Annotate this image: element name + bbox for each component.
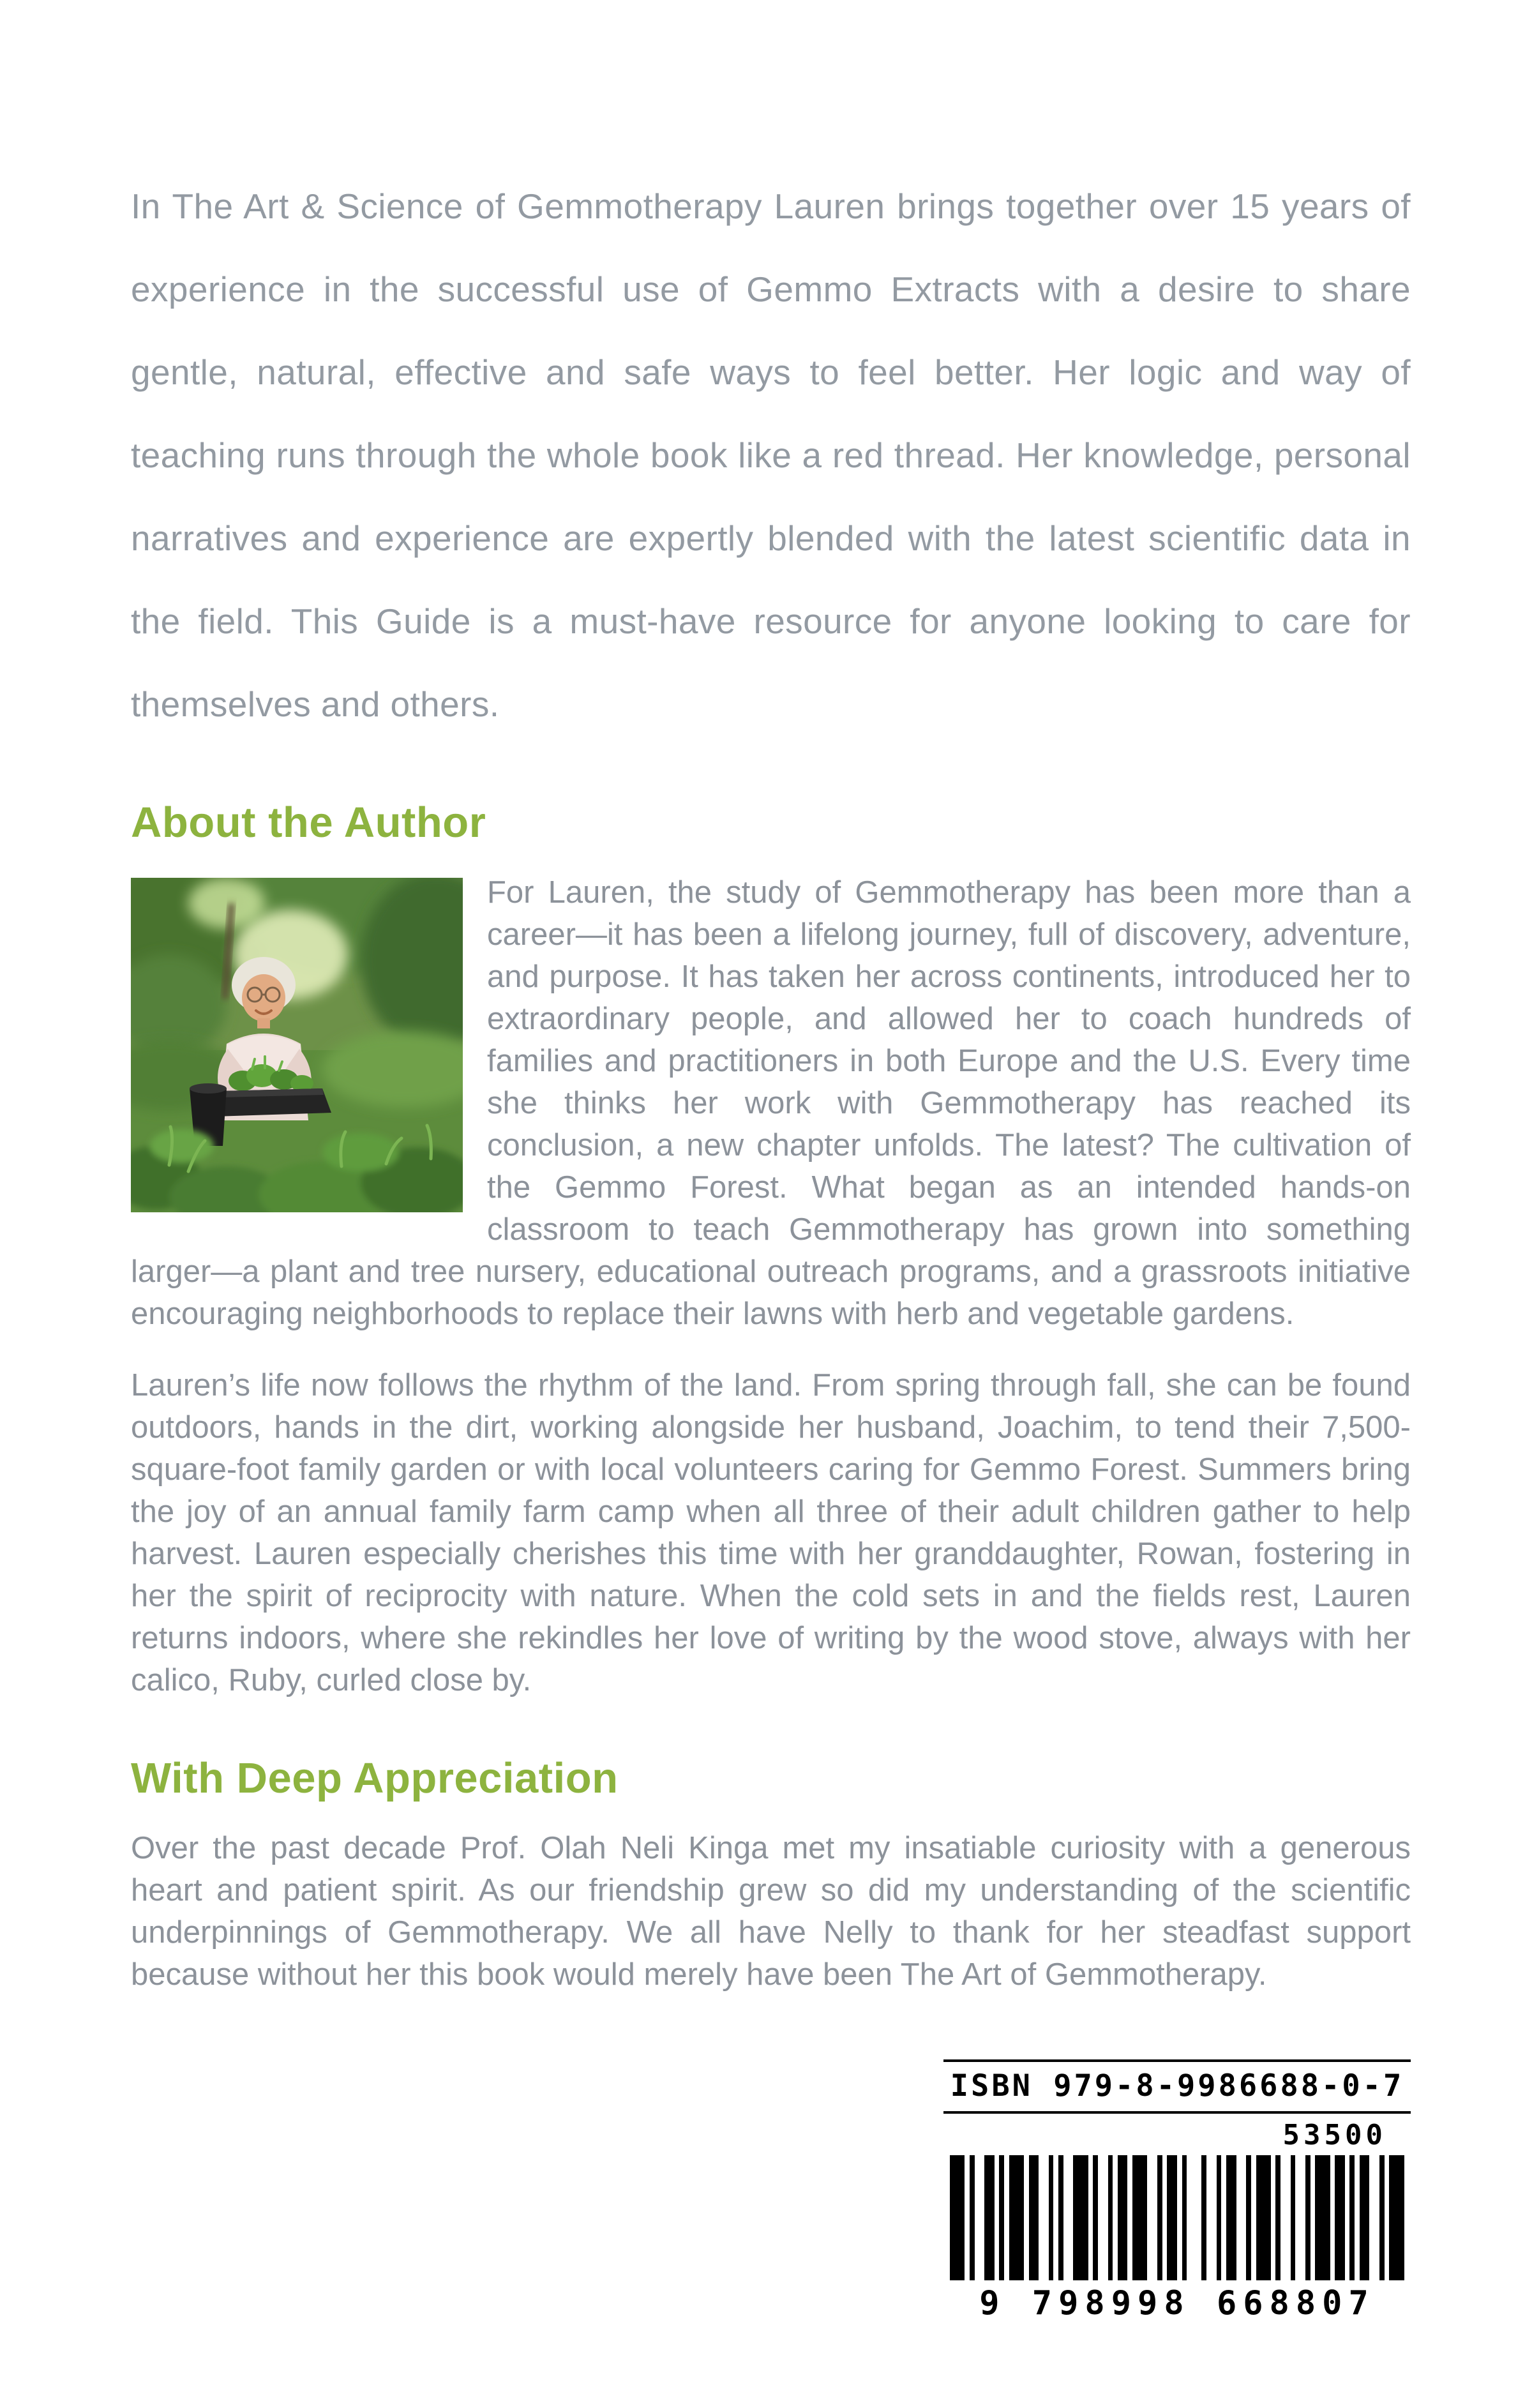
about-paragraph-1: For Lauren, the study of Gemmotherapy has been more than a career—it has been a lifelong journey, full of discovery, adventure, and purpose. It has taken her across continents, introduced her to extraordinary people, and allowed her to coach hundreds of families and practitioners in both Europe and the U.S. Every time she thinks her work with Gemmotherapy has reached its conclusion, a new chapter unfolds. The latest? The cultivation of the Gemmo Forest. What began as an intended hands-on classroom to teach Gemmotherapy has grown into something larger—a plant and tree nursery, educational outreach programs, and a grassroots initiative encouraging neighborhoods to replace their lawns with herb and vegetable gardens. [131,875,1411,1331]
about-the-author-heading: About the Author [131,799,486,847]
appreciation-paragraph: Over the past decade Prof. Olah Neli Kinga met my insatiable curiosity with a generous heart and patient spirit. As our friendship grew so did my understanding of the scientific underpinnings of Gemmotherapy. We all have Nelly to thank for her steadfast support because without her this book would merely have been The Art of Gemmotherapy. [131,1831,1411,1992]
barcode-price-code: 53500 [1282,2119,1386,2151]
with-deep-appreciation-heading: With Deep Appreciation [131,1754,619,1802]
isbn-number: ISBN 979-8-9986688-0-7 [943,2059,1411,2114]
barcode-bars [943,2155,1411,2280]
about-paragraph-2: Lauren’s life now follows the rhythm of the land. From spring through fall, she can be found outdoors, hands in the dirt, working alongside her husband, Joachim, to tend their 7,500-square-foot family garden or with local volunteers caring for Gemmo Forest. Summers bring the joy of an annual family farm camp when all three of their adult children gather to help harvest. Lauren especially cherishes this time with her granddaughter, Rowan, fostering in her the spirit of reciprocity with nature. When the cold sets in and the fields rest, Lauren returns indoors, where she rekindles her love of writing by the wood stove, always with her calico, Ruby, curled close by. [131,1368,1411,1697]
barcode-digits: 9 798998 668807 [979,2284,1375,2322]
isbn-barcode-block [943,2059,1411,2331]
intro-paragraph: In The Art & Science of Gemmotherapy Lauren brings together over 15 years of experience in the successful use of Gemmo Extracts with a desire to share gentle, natural, effective and safe ways to feel better. Her logic and way of teaching runs through the whole book like a red thread. Her knowledge, personal narratives and experience are expertly blended with the latest scientific data in the field. This Guide is a must-have resource for anyone looking to care for themselves and others. [131,186,1411,724]
about-author-block [131,871,1411,1335]
author-photo [131,878,463,1212]
